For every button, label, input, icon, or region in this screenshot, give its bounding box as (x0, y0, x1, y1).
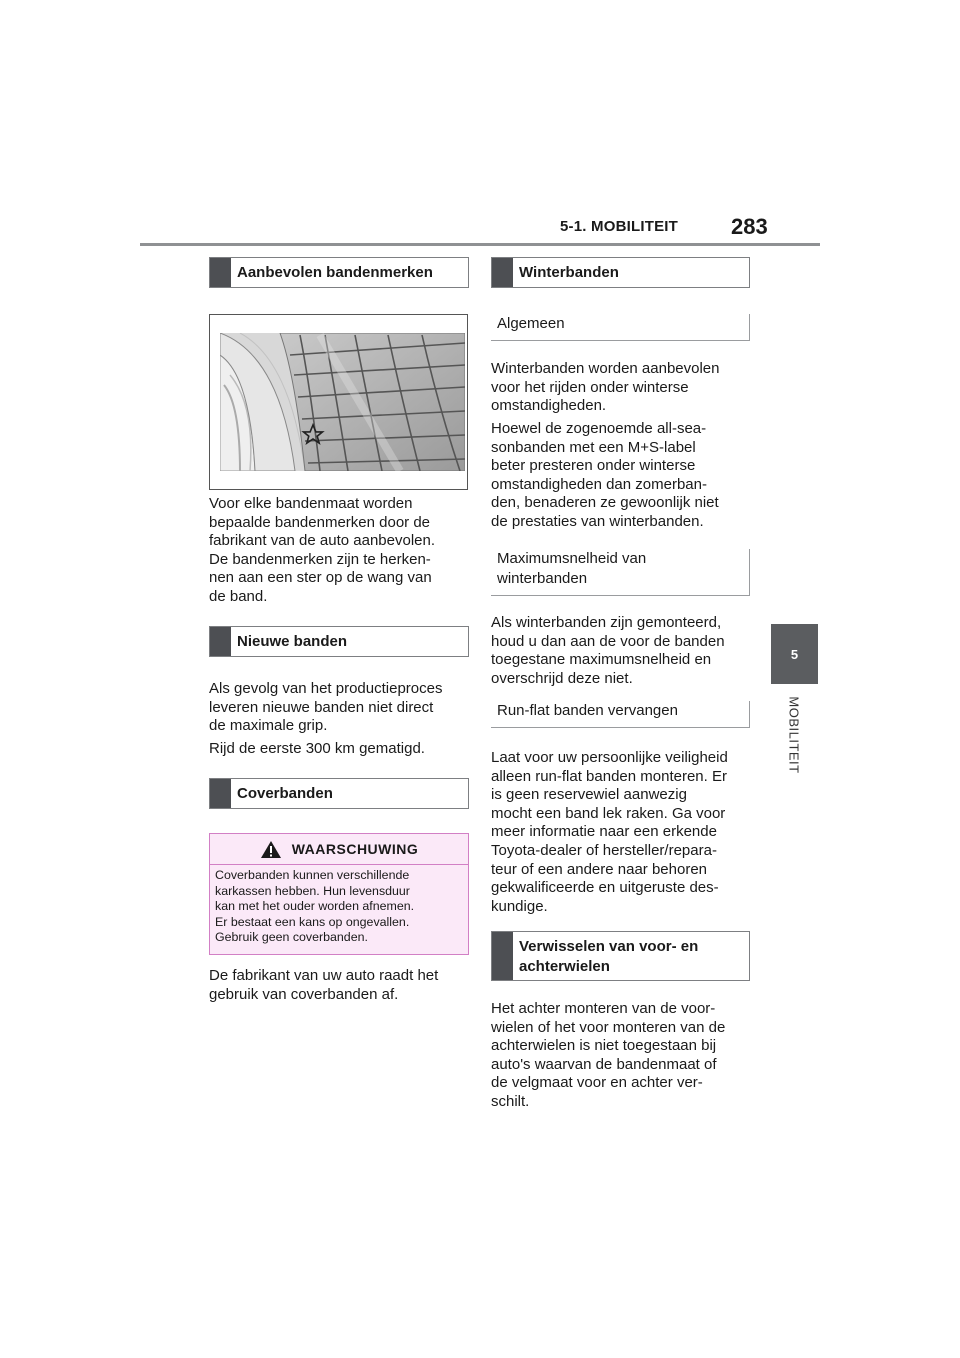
heading-new-tires (209, 626, 469, 657)
text-line: Als winterbanden zijn gemonteerd, (491, 614, 722, 631)
new-tires-paragraph (209, 680, 471, 736)
text-line: Winterbanden worden aanbevolen (491, 360, 720, 377)
text-line: den, benaderen ze gewoonlijk niet (491, 494, 719, 512)
text-line: gebruik van coverbanden af. (209, 985, 399, 1003)
text-line: omstandigheden. (491, 397, 607, 415)
text-line: De bandenmerken zijn te herken- (209, 550, 431, 568)
text-line: alleen run-flat banden monteren. Er (491, 767, 727, 785)
warning-box (209, 833, 469, 955)
text-line: gekwalificeerde en uitgeruste des- (491, 879, 719, 897)
text-line: houd u dan aan de voor de banden (491, 632, 725, 650)
chapter-tab[interactable] (771, 624, 818, 684)
subheading-line: winterbanden (497, 570, 588, 587)
text-line: auto's waarvan de bandenmaat of (491, 1055, 717, 1073)
subheading-general-text: Algemeen (497, 315, 565, 332)
text-line: Toyota-dealer of hersteller/repara- (491, 841, 717, 859)
text-line: Rijd de eerste 300 km gematigd. (209, 740, 425, 757)
heading-cover-tires (209, 778, 469, 809)
text-line: leveren nieuwe banden niet direct (209, 698, 434, 716)
heading-new-tires-text: Nieuwe banden (237, 633, 348, 650)
text-line: toegestane maximumsnelheid en (491, 651, 712, 669)
heading-marker (210, 779, 231, 808)
subheading-line: Maximumsnelheid van (497, 550, 647, 567)
text-line: de velgmaat voor en achter ver- (491, 1074, 703, 1092)
header-divider (140, 243, 820, 246)
text-line: Hoewel de zogenoemde all-sea- (491, 420, 707, 437)
page-number: 283 (731, 214, 768, 239)
cover-tires-paragraph (209, 967, 471, 1004)
runflat-paragraph (491, 749, 753, 916)
heading-swap-wheels-text (513, 932, 704, 980)
warning-text (210, 865, 468, 949)
subheading-runflat-text: Run-flat banden vervangen (497, 702, 678, 719)
heading-winter-tires (491, 257, 750, 288)
text-line: mocht een band lek raken. Ga voor (491, 804, 726, 822)
warning-line: Coverbanden kunnen verschillende (215, 868, 410, 882)
warning-title: WAARSCHUWING (291, 841, 419, 857)
heading-line: achterwielen (519, 958, 610, 975)
text-line: Als gevolg van het productieproces (209, 680, 443, 697)
heading-marker (210, 627, 231, 656)
heading-swap-wheels (491, 931, 750, 981)
text-line: voor het rijden onder winterse (491, 378, 689, 396)
text-line: fabrikant van de auto aanbevolen. (209, 532, 436, 550)
warning-line: Gebruik geen coverbanden. (215, 930, 368, 945)
heading-winter-tires-text: Winterbanden (519, 264, 619, 281)
new-tires-paragraph-2 (209, 740, 471, 759)
winter-paragraph-1 (491, 360, 753, 416)
subheading-general (491, 314, 750, 341)
heading-marker (210, 258, 231, 287)
text-line: Laat voor uw persoonlijke veiligheid (491, 749, 728, 766)
text-line: meer informatie naar een erkende (491, 823, 717, 841)
text-line: schilt. (491, 1092, 530, 1110)
heading-recommended-brands (209, 257, 469, 288)
warning-line: Er bestaat een kans op ongevallen. (215, 914, 410, 929)
heading-recommended-brands-text: Aanbevolen bandenmerken (237, 264, 433, 281)
text-line: de maximale grip. (209, 717, 328, 735)
recommended-brands-paragraph (209, 495, 471, 607)
subheading-max-speed (491, 549, 750, 596)
text-line: sonbanden met een M+S-label (491, 438, 696, 456)
running-header-section: 5-1. MOBILITEIT (560, 218, 679, 235)
text-line: is geen reservewiel aanwezig (491, 786, 687, 804)
heading-marker (492, 258, 513, 287)
text-line: teur of een andere naar behoren (491, 860, 707, 878)
heading-line: Verwisselen van voor- en (519, 938, 699, 955)
swap-wheels-paragraph (491, 1000, 753, 1112)
text-line: nen aan een ster op de wang van (209, 569, 432, 587)
text-line: overschrijd deze niet. (491, 669, 633, 687)
text-line: de band. (209, 587, 268, 605)
text-line: bepaalde bandenmerken door de (209, 513, 431, 531)
warning-header (210, 834, 468, 865)
text-line: wielen of het voor monteren van de (491, 1018, 726, 1036)
max-speed-paragraph (491, 614, 753, 688)
text-line: De fabrikant van uw auto raadt het (209, 967, 439, 984)
text-line: kundige. (491, 897, 548, 915)
chapter-number: 5 (790, 646, 799, 662)
text-line: Het achter monteren van de voor- (491, 1000, 716, 1017)
heading-marker (492, 932, 513, 980)
tire-drawing (210, 315, 468, 490)
text-line: achterwielen is niet toegestaan bij (491, 1037, 717, 1055)
subheading-runflat (491, 701, 750, 728)
warning-line: karkassen hebben. Hun levensduur (215, 883, 410, 898)
warning-triangle-icon (260, 840, 282, 859)
chapter-side-label: MOBILITEIT (786, 696, 802, 774)
winter-paragraph-2 (491, 420, 753, 532)
text-line: de prestaties van winterbanden. (491, 512, 704, 530)
text-line: Voor elke bandenmaat worden (209, 495, 413, 512)
warning-line: kan met het ouder worden afnemen. (215, 899, 415, 914)
text-line: omstandigheden dan zomerban- (491, 475, 707, 493)
text-line: beter presteren onder winterse (491, 457, 696, 475)
heading-cover-tires-text: Coverbanden (237, 785, 333, 802)
tire-illustration (209, 314, 468, 490)
